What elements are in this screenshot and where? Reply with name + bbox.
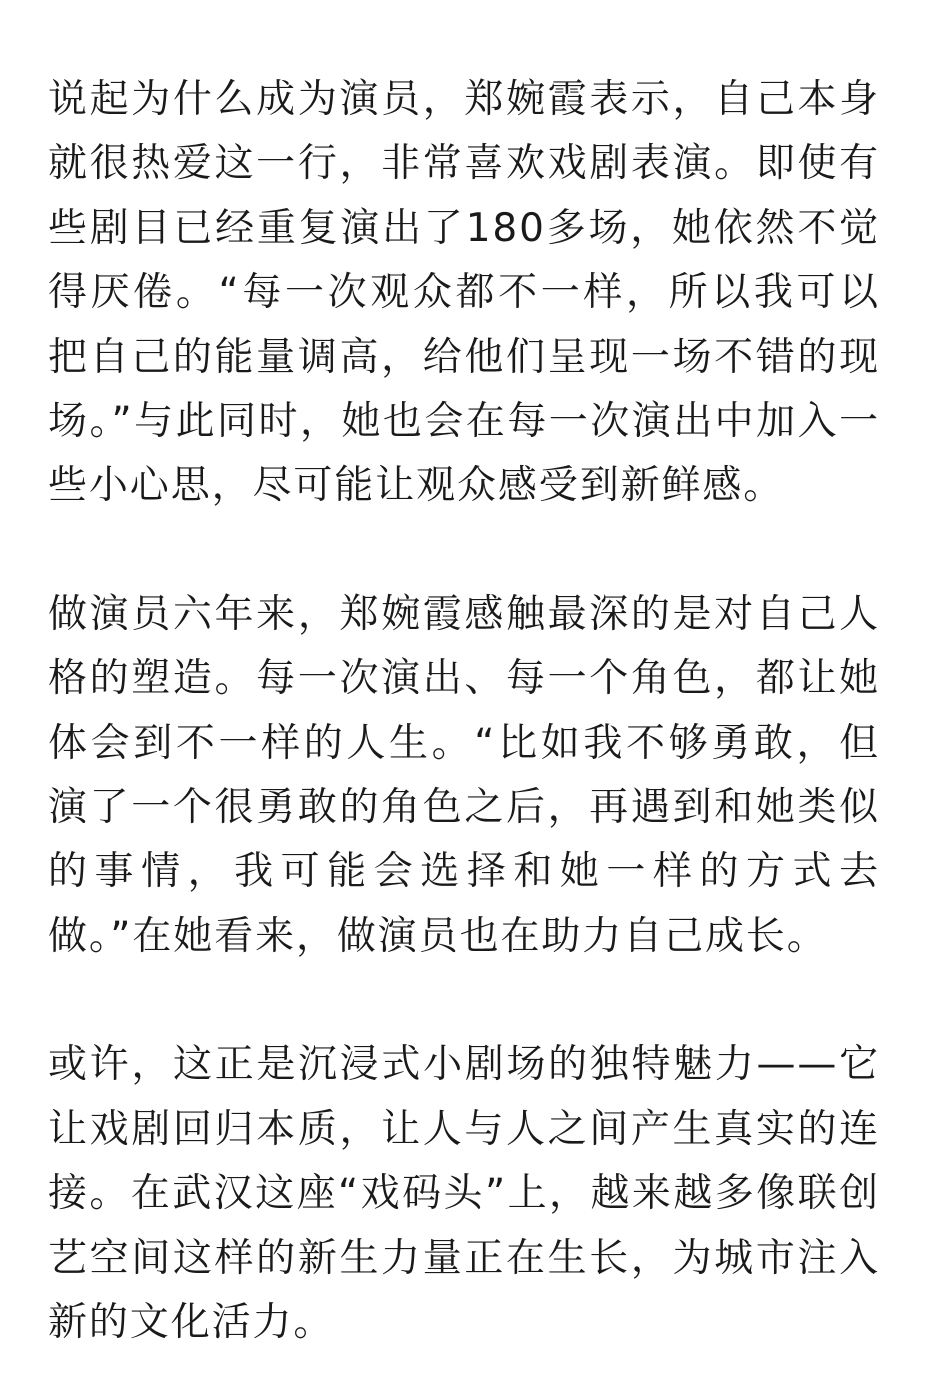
paragraph-theater-charm: 或许，这正是沉浸式小剧场的独特魅力——它让戏剧回归本质，让人与人之间产生真实的连接。在武汉这座“戏码头”上，越来越多像联创艺空间这样的新生力量正在生长，为城市注入新的文化活力。: [48, 1042, 880, 1345]
paragraph-personal-growth: 做演员六年来，郑婉霞感触最深的是对自己人格的塑造。每一次演出、每一个角色，都让她体会到不一样的人生。“比如我不够勇敢，但演了一个很勇敢的角色之后，再遇到和她类似的事情，我可能会选择和她一样的方式去做。”在她看来，做演员也在助力自己成长。: [48, 591, 880, 959]
article-body: [48, 68, 880, 1355]
paragraph-why-actor: 说起为什么成为演员，郑婉霞表示，自己本身就很热爱这一行，非常喜欢戏剧表演。即使有些剧目已经重复演出了180多场，她依然不觉得厌倦。“每一次观众都不一样，所以我可以把自己的能量调高，给他们呈现一场不错的现场。”与此同时，她也会在每一次演出中加入一些小心思，尽可能让观众感受到新鲜感。: [48, 77, 880, 509]
